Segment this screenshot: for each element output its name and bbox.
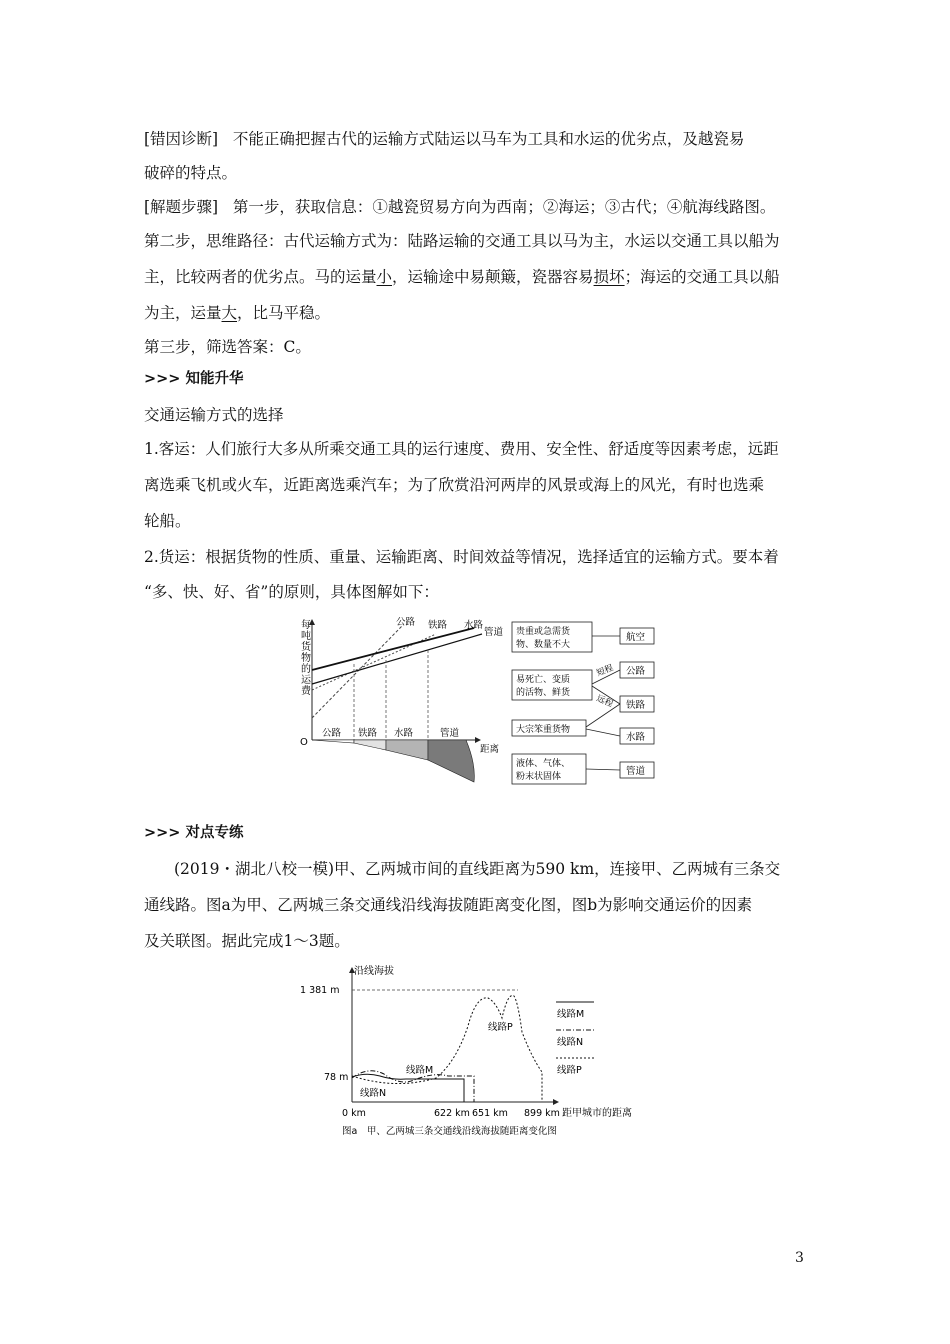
exercise-line-1: (2019・湖北八校一模)甲、乙两城市间的直线距离为590 km，连接甲、乙两城有三条交: [174, 860, 781, 878]
page-number: 3: [795, 1250, 804, 1266]
cost-x-label: 距离: [480, 744, 500, 755]
exercise-line-2: 通线路。图a为甲、乙两城三条交通线沿线海拔随距离变化图，图b为影响交通运价的因素: [144, 896, 753, 914]
steps-line-3-post: ；海运的交通工具以船: [624, 268, 780, 286]
elev-caption: 图a 甲、乙两城三条交通线沿线海拔随距离变化图: [342, 1126, 557, 1137]
section-heading-practice: >>> 对点专练: [144, 825, 244, 841]
diagnosis-text: 不能正确把握古代的运输方式陆运以马车为工具和水运的优劣点，及越瓷易: [232, 130, 745, 148]
steps-line-2: 第二步，思维路径：古代运输方式为：陆路运输的交通工具以马为主，水运以交通工具以船为: [144, 232, 780, 250]
diagnosis-label: [错因诊断]: [144, 130, 219, 148]
steps-line-5: 第三步，筛选答案：C。: [144, 338, 311, 356]
underlined-damage: 损坏: [593, 268, 625, 286]
elev-y-tick-1381: 1 381 m: [300, 985, 340, 996]
line-road: [312, 626, 402, 718]
line-label-road: 公路: [396, 617, 416, 628]
legend-p: 线路P: [557, 1065, 582, 1076]
mode-road: 公路: [626, 666, 646, 677]
cargo-text-fluid-2: 粉末状固体: [516, 772, 562, 782]
steps-line-1: [144, 196, 775, 218]
elev-y-title: 沿线海拔: [354, 966, 394, 977]
line-water: [312, 628, 474, 670]
elev-x-tick-0: 0 km: [342, 1108, 366, 1119]
line-label-water: 水路: [464, 620, 484, 631]
edge-short: 短程: [595, 663, 615, 679]
edge-long: 远程: [594, 693, 615, 710]
cargo-text-perishable-2: 的活物、鲜货: [516, 688, 571, 698]
line-label-rail: 铁路: [428, 620, 448, 631]
route-p: [352, 995, 542, 1102]
elev-x-tick-899: 899 km: [524, 1108, 560, 1119]
item2-line-2: “多、快、好、省”的原则，具体图解如下：: [144, 583, 439, 601]
steps-line-3-pre: 主，比较两者的优劣点。马的运量: [144, 268, 377, 286]
item2-line-1: 2.货运：根据货物的性质、重量、运输距离、时间效益等情况，选择适宜的运输方式。要本着: [144, 548, 779, 566]
band-label-pipe: 管道: [440, 728, 460, 739]
item1-line-2: 离选乘飞机或火车，近距离选乘汽车；为了欣赏沿河两岸的风景或海上的风光，有时也选乘: [144, 476, 765, 494]
item1-line-3: 轮船。: [144, 512, 191, 530]
cost-y-label: 每吨货物的运费: [301, 620, 311, 697]
elev-x-tick-622: 622 km: [434, 1108, 470, 1119]
band-rail: [354, 740, 386, 750]
band-label-water: 水路: [394, 728, 414, 739]
mode-pipe: 管道: [626, 766, 646, 777]
steps-line-3-mid: ，运输途中易颠簸，瓷器容易: [392, 268, 594, 286]
legend-m: 线路M: [557, 1009, 585, 1020]
steps-line-3: [144, 266, 780, 288]
band-water: [386, 740, 428, 760]
item1-line-1: 1.客运：人们旅行大多从所乘交通工具的运行速度、费用、安全性、舒适度等因素考虑，远距: [144, 440, 779, 458]
mode-water: 水路: [626, 732, 646, 743]
transport-cost-diagram: [298, 614, 670, 790]
cargo-text-bulk: 大宗笨重货物: [516, 725, 571, 735]
diagnosis-line-2: 破碎的特点。: [144, 164, 238, 182]
topic-title: 交通运输方式的选择: [144, 406, 284, 424]
steps-text: 第一步，获取信息：①越瓷贸易方向为西南；②海运；③古代；④航海线路图。: [232, 198, 776, 216]
legend-n: 线路N: [557, 1037, 584, 1048]
section-heading-knowledge: >>> 知能升华: [144, 371, 244, 387]
route-label-n: 线路N: [360, 1088, 387, 1099]
mode-rail: 铁路: [626, 700, 646, 711]
underlined-large: 大: [221, 304, 238, 322]
cargo-text-valuable-1: 贵重或急需货: [516, 627, 571, 637]
elev-x-title: 距甲城市的距离: [562, 1108, 632, 1119]
steps-label: [解题步骤]: [144, 198, 219, 216]
steps-line-4-pre: 为主，运量: [144, 304, 222, 322]
route-label-p: 线路P: [488, 1022, 513, 1033]
elev-y-tick-78: 78 m: [324, 1072, 349, 1083]
cost-origin: O: [300, 737, 308, 748]
mode-air: 航空: [626, 632, 646, 643]
line-pipe: [312, 634, 482, 684]
band-pipe: [428, 740, 474, 782]
diagnosis-line-1: [144, 128, 744, 150]
cargo-text-fluid-1: 液体、气体、: [516, 759, 571, 769]
cargo-text-valuable-2: 物、数量不大: [516, 640, 571, 650]
underlined-small: 小: [376, 268, 393, 286]
cargo-text-perishable-1: 易死亡、变质: [516, 675, 571, 685]
band-label-rail: 铁路: [358, 728, 378, 739]
steps-line-4: [144, 302, 330, 324]
steps-line-4-post: ，比马平稳。: [237, 304, 331, 322]
route-label-m: 线路M: [406, 1065, 434, 1076]
band-road: [312, 740, 354, 743]
elevation-chart: [296, 962, 656, 1142]
exercise-line-3: 及关联图。据此完成1～3题。: [144, 932, 350, 950]
line-label-pipe: 管道: [484, 627, 504, 638]
band-label-road: 公路: [322, 728, 342, 739]
elev-x-tick-651: 651 km: [472, 1108, 508, 1119]
